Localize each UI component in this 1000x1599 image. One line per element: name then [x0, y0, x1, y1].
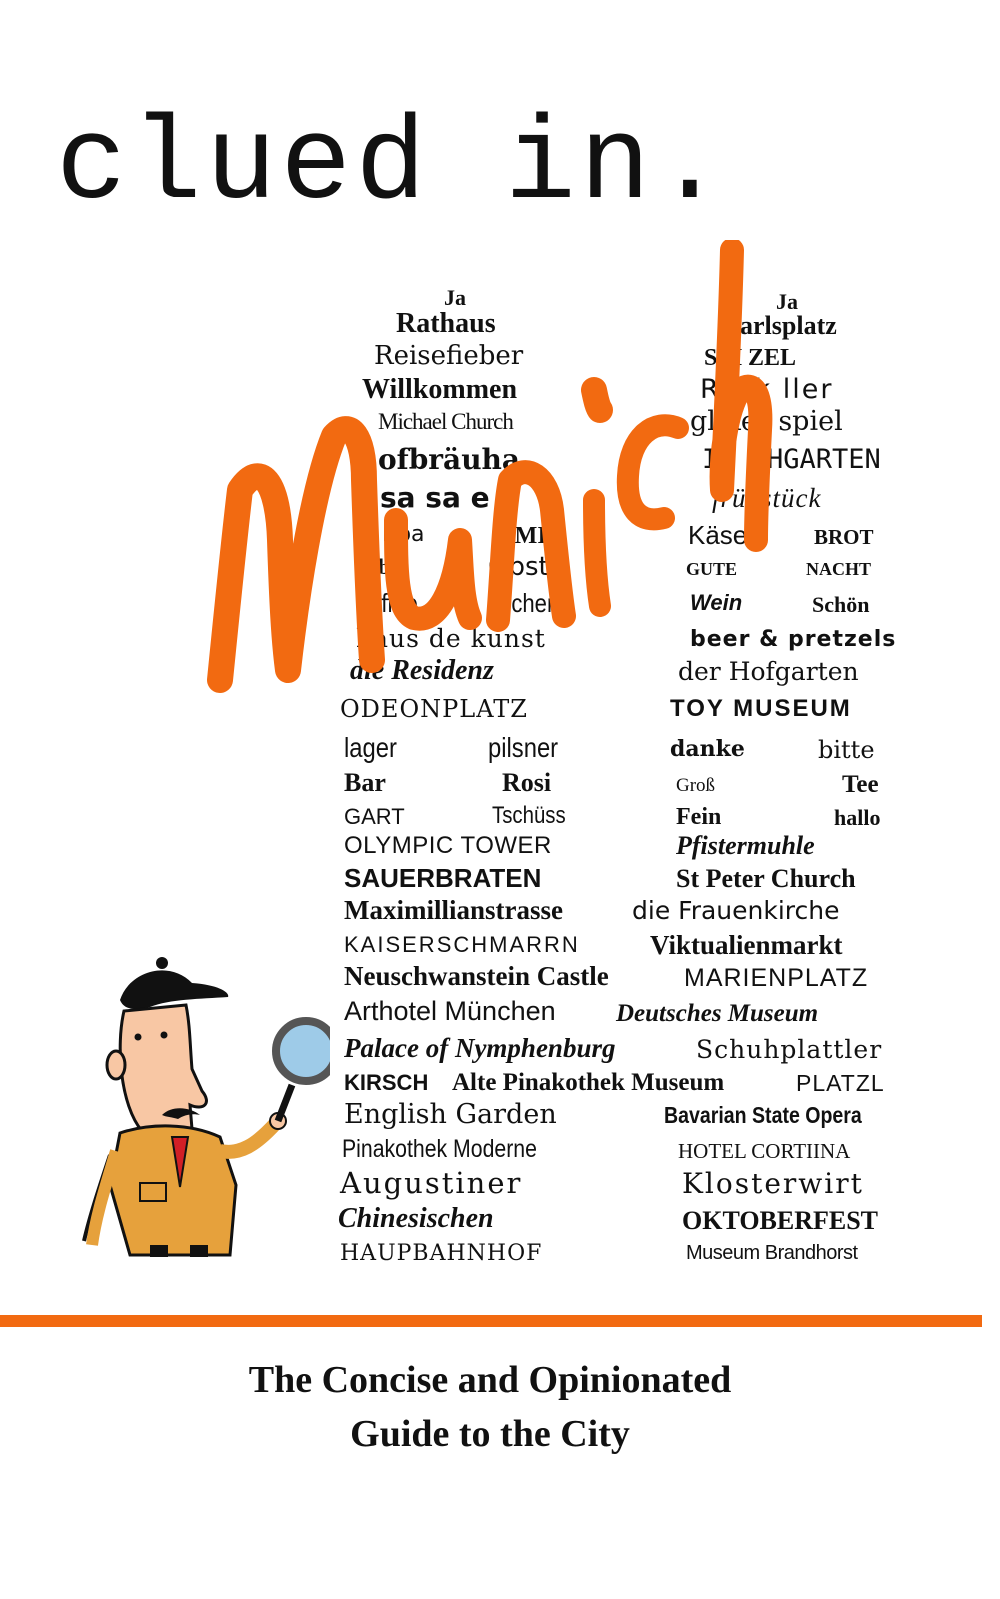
word-pfistermuhle: Pfistermuhle	[676, 831, 815, 860]
word-die-residenz: die Residenz	[350, 655, 494, 686]
word-pinakothek-moderne: Pinakothek Moderne	[342, 1135, 537, 1163]
word-sauerbraten: SAUERBRATEN	[344, 863, 542, 893]
word-palace-of-nymphenburg: Palace of Nymphenburg	[344, 1033, 616, 1063]
word-reisefieber: Reisefieber	[374, 341, 524, 371]
word-der-hofgarten: der Hofgarten	[678, 657, 859, 686]
word-viktualienmarkt: Viktualienmarkt	[650, 930, 843, 960]
word-odeonplatz: ODEONPLATZ	[340, 695, 528, 723]
word-gart: GART	[344, 804, 405, 829]
word-neuschwanstein-castle: Neuschwanstein Castle	[344, 961, 609, 991]
word-augustiner: Augustiner	[340, 1166, 523, 1200]
word-die-frauenkirche: die Frauenkirche	[632, 896, 840, 925]
word-hofbraeuhaus: ofbräuha	[378, 443, 521, 476]
word-beer-and-pretzels: beer & pretzels	[690, 627, 897, 652]
word-oktoberfest: OKTOBERFEST	[682, 1206, 879, 1235]
word-haupbahnhof: HAUPBAHNHOF	[340, 1241, 543, 1266]
word-marienplatz: MARIENPLATZ	[684, 964, 869, 992]
word-tschuess: Tschüss	[492, 802, 566, 829]
word-platzl: PLATZL	[796, 1070, 885, 1096]
word-tee: Tee	[842, 771, 879, 798]
word-pilsner: pilsner	[488, 732, 559, 763]
word-hotel-cortiina: HOTEL CORTIINA	[678, 1139, 851, 1163]
word-ratskeller: R t k ller	[700, 374, 834, 405]
word-deutsches-museum: Deutsches Museum	[616, 1000, 819, 1027]
word-brot: BROT	[814, 525, 874, 549]
word-alte-pinakothek-museum: Alte Pinakothek Museum	[452, 1069, 725, 1096]
tagline-line-1: The Concise and Opinionated	[248, 1359, 732, 1401]
word-rathaus: Rathaus	[396, 308, 496, 339]
word-karlsplatz: arlsplatz	[740, 311, 837, 340]
brand-title: clued in.	[56, 100, 730, 233]
word-fein: Fein	[676, 804, 722, 830]
word-kaffee: kaffee	[358, 588, 418, 618]
word-lager: lager	[344, 732, 397, 763]
tagline-line-2: Guide to the City	[350, 1413, 630, 1455]
detective-illustration	[80, 955, 330, 1260]
word-schuhplattler: Schuhplattler	[696, 1035, 883, 1064]
word-olympic-tower: OLYMPIC TOWER	[344, 832, 552, 859]
word-museum-brandhorst: Museum Brandhorst	[686, 1242, 858, 1264]
word-kmi: KMI	[496, 523, 547, 549]
word-fruehstueck: frühstück	[712, 483, 822, 513]
munich-script	[200, 240, 780, 710]
word-bba: Bba	[382, 522, 425, 547]
word-haus-de-kunst: haus de kunst	[356, 624, 546, 653]
word-wein: Wein	[690, 590, 743, 615]
word-glockenspiel: gl ker spiel	[690, 406, 843, 437]
word-willkommen: Willkommen	[362, 374, 518, 405]
word-kaiserschmarrn: KAISERSCHMARRN	[344, 932, 580, 957]
word-bar: Bar	[344, 768, 386, 797]
word-kuchen: kuchen	[488, 588, 560, 618]
accent-rule	[0, 1315, 982, 1327]
word-ibe: ibe	[372, 554, 401, 579]
word-toy-museum: TOY MUSEUM	[670, 695, 852, 722]
word-gross: Groß	[676, 775, 716, 796]
word-ja-right: Ja	[776, 289, 798, 314]
word-danke: danke	[670, 736, 745, 762]
word-michael-church: Michael Church	[378, 409, 513, 434]
word-st-peter-church: St Peter Church	[676, 864, 856, 893]
word-obst: Obst	[488, 552, 549, 582]
word-chinesischen: Chinesischen	[338, 1203, 494, 1234]
word-maximillianstrasse: Maximillianstrasse	[344, 895, 563, 925]
word-klosterwirt: Klosterwirt	[682, 1167, 864, 1200]
word-english-garden: English Garden	[344, 1099, 557, 1130]
word-sasase: sa sa e	[380, 481, 490, 514]
word-bavarian-state-opera: Bavarian State Opera	[664, 1102, 862, 1128]
word-arthotel-muenchen: Arthotel München	[344, 996, 556, 1026]
word-kaese: Käse	[688, 520, 748, 550]
word-kirsch: KIRSCH	[344, 1070, 429, 1095]
word-nacht: NACHT	[806, 559, 872, 579]
word-schnitzel: S H ZEL	[704, 345, 797, 371]
word-kirschgarten: IR CHGARTEN	[702, 444, 881, 475]
word-schoen: Schön	[812, 592, 870, 617]
word-bitte: bitte	[818, 736, 875, 764]
word-rosi: Rosi	[502, 768, 552, 797]
word-gute: GUTE	[686, 559, 738, 579]
word-ja-left: Ja	[444, 285, 466, 310]
word-hallo: hallo	[834, 805, 881, 830]
